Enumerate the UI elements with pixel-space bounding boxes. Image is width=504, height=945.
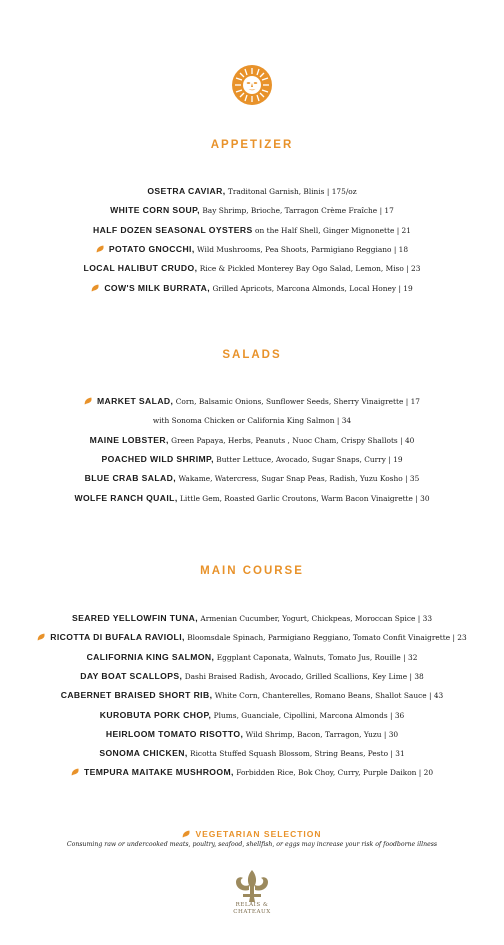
menu-item <box>0 454 504 465</box>
item-name: RICOTTA DI BUFALA RAVIOLI, <box>50 632 185 643</box>
item-name: DAY BOAT SCALLOPS, <box>80 670 183 681</box>
item-price: | 32 <box>403 652 418 662</box>
item-name: BLUE CRAB SALAD, <box>84 473 177 484</box>
item-description: Wild Shrimp, Bacon, Tarragon, Yuzu <box>245 729 382 739</box>
section-title: SALADS <box>222 349 282 361</box>
menu-item <box>0 225 504 236</box>
item-name: TEMPURA MAITAKE MUSHROOM, <box>83 767 234 778</box>
item-name: LOCAL HALIBUT CRUDO, <box>83 263 198 274</box>
item-price: | 35 <box>405 474 420 484</box>
item-price: | 38 <box>409 671 424 681</box>
item-description: Corn, Balsamic Onions, Sunflower Seeds, Sherry Vinaigrette <box>175 397 404 406</box>
item-price: | 17 <box>379 206 394 216</box>
menu-item <box>0 415 504 426</box>
item-price: | 19 <box>388 454 403 464</box>
relais-line2: CHATEAUX <box>233 909 271 915</box>
item-price: | 40 <box>400 435 415 445</box>
item-description: Bay Shrimp, Brioche, Tarragon Crème Fraîche <box>202 206 378 216</box>
item-description: Eggplant Caponata, Walnuts, Tomato Jus, Rouille <box>216 652 401 662</box>
menu-item <box>0 263 504 274</box>
item-price: | 33 <box>417 614 433 623</box>
menu-item <box>0 473 504 484</box>
item-price: | 175/oz <box>326 187 357 196</box>
item-price: | 23 <box>406 264 421 274</box>
item-description: Wakame, Watercress, Sugar Snap Peas, Radish, Yuzu Kosho <box>178 474 403 484</box>
item-description: Bloomsdale Spinach, Parmigiano Reggiano, Tomato Confit Vinaigrette <box>187 633 451 643</box>
leaf-icon <box>182 830 191 838</box>
item-name: MAINE LOBSTER, <box>89 434 169 445</box>
item-description: Wild Mushrooms, Pea Shoots, Parmigiano Reggiano <box>197 244 392 254</box>
item-price: | 30 <box>415 493 430 503</box>
menu-item <box>0 729 504 740</box>
item-price: | 21 <box>396 225 411 235</box>
item-price: | 20 <box>418 768 434 778</box>
item-description: Grilled Apricots, Marcona Almonds, Local Honey <box>212 283 397 293</box>
item-price: | 43 <box>429 691 444 701</box>
relais-line1: RELAIS & <box>235 902 269 908</box>
menu-item <box>0 710 504 721</box>
item-price: | 18 <box>393 244 409 254</box>
item-description: Dashi Braised Radish, Avocado, Grilled Scallions, Key Lime <box>184 671 408 681</box>
leaf-icon <box>91 284 100 292</box>
item-name: OSETRA CAVIAR, <box>147 186 226 196</box>
item-price: | 36 <box>390 710 405 720</box>
menu-item <box>0 690 504 701</box>
item-name: KUROBUTA PORK CHOP, <box>99 709 212 720</box>
menu-item <box>0 671 504 682</box>
item-price: | 17 <box>405 397 421 406</box>
item-description: Armenian Cucumber, Yogurt, Chickpeas, Moroccan Spice <box>200 614 416 623</box>
menu-item <box>0 205 504 216</box>
item-price: | 30 <box>383 729 399 739</box>
menu-item <box>0 767 504 778</box>
item-price: | 34 <box>336 416 352 426</box>
menu-item <box>0 493 504 504</box>
section-title: MAIN COURSE <box>200 565 304 577</box>
item-description: Forbidden Rice, Bok Choy, Curry, Purple Daikon <box>236 768 417 778</box>
menu-item <box>0 186 504 197</box>
menu-item <box>0 396 504 407</box>
item-description: Rice & Pickled Monterey Bay Ogo Salad, Lemon, Miso <box>199 264 404 274</box>
item-price: | 23 <box>452 633 467 643</box>
section-title: APPETIZER <box>210 139 294 151</box>
item-name: POTATO GNOCCHI, <box>108 243 195 254</box>
item-description: Green Papaya, Herbs, Peanuts , Nuoc Cham, Crispy Shallots <box>171 435 398 445</box>
menu-item <box>0 748 504 759</box>
item-name: HALF DOZEN SEASONAL OYSTERS <box>93 224 253 235</box>
item-name: CALIFORNIA KING SALMON, <box>86 651 215 662</box>
vegetarian-legend <box>0 829 504 839</box>
item-description: Traditonal Garnish, Blinis <box>227 187 325 196</box>
item-description: Little Gem, Roasted Garlic Croutons, Warm Bacon Vinaigrette <box>180 493 413 503</box>
item-name: HEIRLOOM TOMATO RISOTTO, <box>105 728 244 739</box>
item-description: on the Half Shell, Ginger Mignonette <box>255 225 395 235</box>
menu-item <box>0 244 504 255</box>
item-description: Ricotta Stuffed Squash Blossom, String Beans, Pesto <box>190 749 389 759</box>
item-name: SONOMA CHICKEN, <box>99 748 188 759</box>
item-name: WOLFE RANCH QUAIL, <box>74 492 178 503</box>
item-name: SEARED YELLOWFIN TUNA, <box>71 613 199 623</box>
leaf-icon <box>96 245 105 253</box>
item-name: POACHED WILD SHRIMP, <box>101 453 214 464</box>
menu-item <box>0 613 504 624</box>
item-description: with Sonoma Chicken or California King Salmon <box>152 416 335 426</box>
item-name: CABERNET BRAISED SHORT RIB, <box>60 690 213 701</box>
menu-item <box>0 435 504 446</box>
item-description: White Corn, Chanterelles, Romano Beans, Shallot Sauce <box>214 691 427 701</box>
item-price: | 31 <box>390 749 405 759</box>
food-safety-disclaimer: Consuming raw or undercooked meats, poultry, seafood, shellfish, or eggs may increase your risk of foodborne illness <box>66 841 438 848</box>
menu-item <box>0 283 504 294</box>
item-name: MARKET SALAD, <box>96 396 174 406</box>
leaf-icon <box>71 768 80 776</box>
item-description: Plums, Guanciale, Cipollini, Marcona Almonds <box>213 710 388 720</box>
sun-face-logo-icon <box>231 64 273 106</box>
vegetarian-label: VEGETARIAN SELECTION <box>195 829 322 839</box>
item-name: WHITE CORN SOUP, <box>110 205 200 216</box>
item-name: COW'S MILK BURRATA, <box>104 282 211 293</box>
leaf-icon <box>84 397 93 405</box>
item-description: Butter Lettuce, Avocado, Sugar Snaps, Curry <box>216 454 386 464</box>
leaf-icon <box>37 633 46 641</box>
menu-item <box>0 632 504 643</box>
menu-item <box>0 652 504 663</box>
item-price: | 19 <box>398 283 413 293</box>
